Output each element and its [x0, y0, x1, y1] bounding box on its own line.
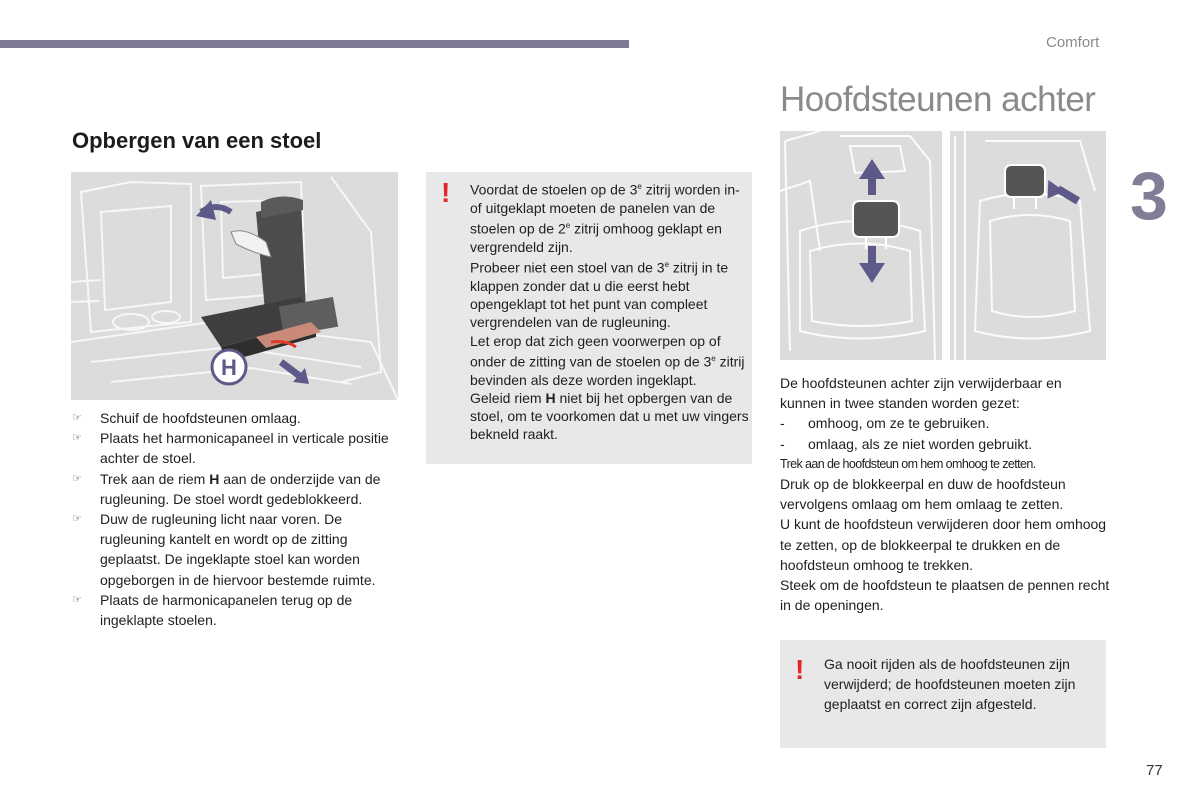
headrest-description: De hoofdsteunen achter zijn verwijderbaar en kunnen in twee standen worden gezet: - omhoog, om ze te gebruiken. - omlaag, als ze niet worden gebruikt. Trek aan de hoofdsteun om hem omhoog te zetten. Druk op de blokkeerpal en duw de hoofdsteun vervolgens omlaag om hem omlaag te zetten. U kunt de hoofdsteun verwijderen door hem omhoog te zetten, op de blokkeerpal te drukken en de hoofdsteun omhoog te trekken. Steek om de hoofdsteun te plaatsen de pennen recht in de openingen. — [780, 375, 1110, 614]
warning-icon: ! — [441, 177, 451, 208]
page-number: 77 — [1146, 762, 1163, 779]
headrest-lock-illustration — [950, 131, 1106, 360]
warning-text: Ga nooit rijden als de hoofdsteunen zijn verwijderd; de hoofdsteunen moeten zijn geplaatst en correct zijn afgesteld. — [824, 656, 1076, 712]
header-bar — [0, 40, 629, 48]
list-item: ☞ Trek aan de riem H aan de onderzijde van de rugleuning. De stoel wordt gedeblokkeerd. — [72, 470, 381, 507]
hand-pointer-icon: ☞ — [72, 593, 82, 606]
warning-box-seats — [426, 172, 752, 464]
hand-pointer-icon: ☞ — [72, 513, 82, 526]
folding-steps-list — [72, 408, 402, 630]
seat-badge-label: H — [221, 355, 237, 380]
hand-pointer-icon: ☞ — [72, 412, 82, 424]
list-item: - omlaag, als ze niet worden gebruikt. — [780, 435, 1033, 452]
headrest-up-down-illustration — [780, 131, 942, 360]
list-item: ☞ Duw de rugleuning licht naar voren. De rugleuning kantelt en wordt op de zitting geplaatst. De ingeklapte stoel kan worden opgeborgen in de hiervoor bestemde ruimte. — [72, 511, 376, 588]
list-item: ☞ Plaats het harmonicapaneel in verticale positie achter de stoel. — [72, 430, 389, 467]
warning-box-headrests — [780, 640, 1106, 748]
list-item: ☞ Schuif de hoofdsteunen omlaag. — [72, 408, 402, 428]
section-label: Comfort — [1046, 34, 1100, 51]
seat-fold-illustration — [71, 172, 398, 400]
warning-icon: ! — [795, 654, 805, 685]
list-item: - omhoog, om ze te gebruiken. — [780, 415, 990, 432]
warning-text: Voordat de stoelen op de 3e zitrij worden in- of uitgeklapt moeten de panelen van de stoelen op de 2e zitrij omhoog geklapt en vergrendeld zijn. Probeer niet een stoel van de 3e zitrij in te klappen zonder dat u die eerst hebt opengeklapt tot het punt van compleet vergrendelen van de rugleuning. Let erop dat zich geen voorwerpen op of onder de zitting van de stoelen op de 3e zitrij bevinden als deze worden ingeklapt. Geleid riem H niet bij het opbergen van de stoel, om te voorkomen dat u met uw vingers bekneld raakt. — [470, 181, 749, 443]
hand-pointer-icon: ☞ — [72, 472, 82, 485]
hand-pointer-icon: ☞ — [72, 432, 82, 445]
page-title: Hoofdsteunen achter — [780, 80, 1096, 119]
section-heading: Opbergen van een stoel — [72, 128, 322, 153]
list-item: ☞ Plaats de harmonicapanelen terug op de ingeklapte stoelen. — [72, 591, 353, 629]
chapter-number: 3 — [1130, 158, 1168, 234]
